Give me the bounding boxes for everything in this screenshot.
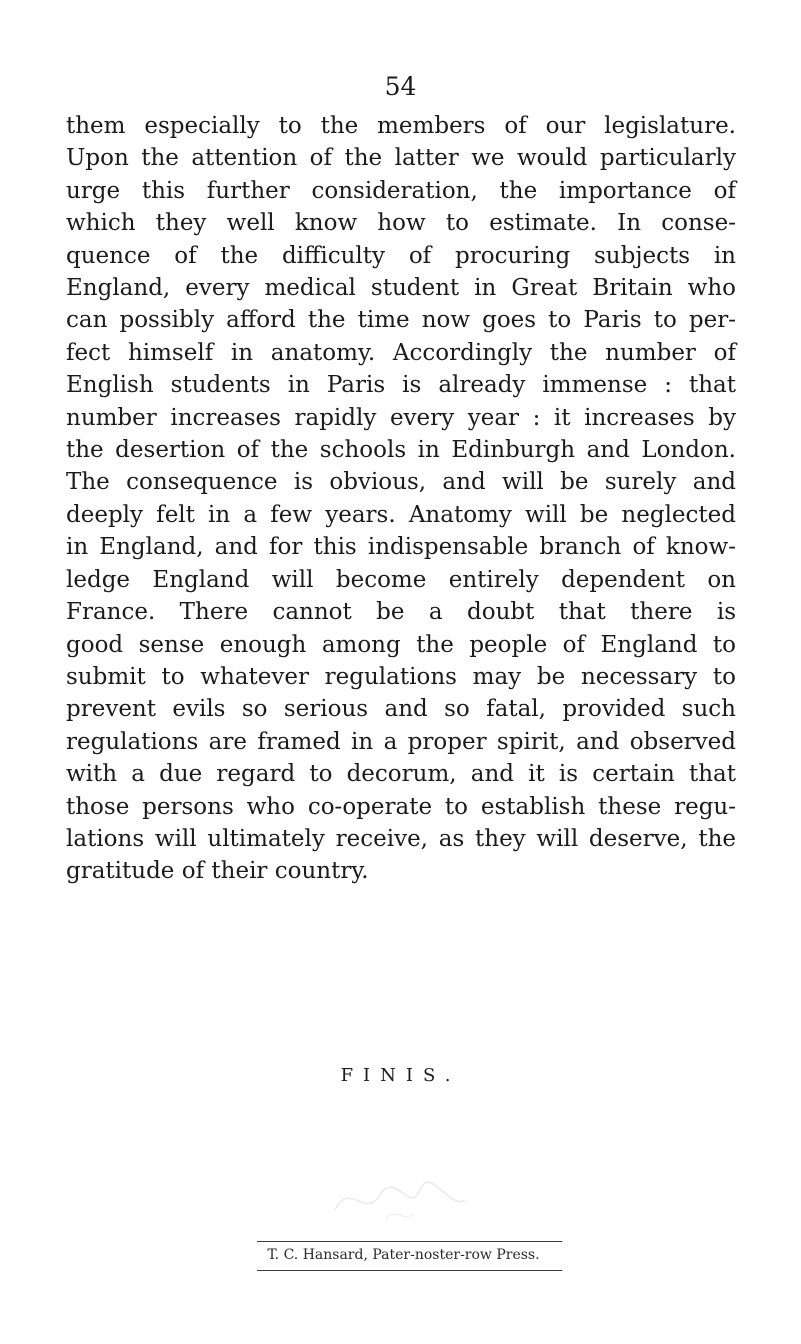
text-line: regulations are framed in a proper spirit, and observed [66, 728, 736, 755]
text-line: lations will ultimately receive, as they will deserve, the [66, 825, 736, 852]
text-line: fect himself in anatomy. Accordingly the number of [66, 339, 736, 366]
text-line: good sense enough among the people of England to [66, 631, 736, 658]
text-line: submit to whatever regulations may be necessary to [66, 663, 736, 690]
text-line: can possibly afford the time now goes to Paris to per- [66, 307, 736, 334]
imprint-rule-bottom [257, 1270, 562, 1271]
finis-label: FINIS. [340, 1065, 461, 1086]
text-line: quence of the difficulty of procuring subjects in [66, 242, 736, 269]
text-line: gratitude of their country. [66, 858, 369, 885]
text-line: English students in Paris is already immense : that [66, 372, 736, 399]
text-line: France. There cannot be a doubt that there is [66, 599, 736, 626]
text-line: which they well know how to estimate. In conse- [66, 210, 736, 237]
page-number: 54 [384, 72, 417, 101]
text-line: England, every medical student in Great Britain who [66, 275, 736, 302]
text-line: the desertion of the schools in Edinburgh and London. [66, 437, 736, 464]
text-line: Upon the attention of the latter we would particularly [66, 145, 736, 172]
body-text [66, 110, 736, 888]
text-line: with a due regard to decorum, and it is certain that [66, 761, 736, 788]
text-line: them especially to the members of our legislature. [66, 113, 736, 139]
text-line: ledge England will become entirely dependent on [66, 566, 736, 593]
imprint-rule-top [257, 1241, 562, 1242]
text-line: The consequence is obvious, and will be surely and [66, 469, 736, 496]
text-line: prevent evils so serious and so fatal, provided such [66, 696, 736, 723]
text-line: urge this further consideration, the importance of [66, 177, 736, 204]
text-line: number increases rapidly every year : it increases by [66, 404, 736, 431]
ink-smudge [325, 1170, 475, 1230]
text-line: deeply felt in a few years. Anatomy will be neglected [66, 501, 736, 528]
printer-imprint: T. C. Hansard, Pater-noster-row Press. [267, 1247, 540, 1263]
text-line: those persons who co-operate to establish these regu- [66, 793, 736, 820]
text-line: in England, and for this indispensable branch of know- [66, 534, 736, 561]
